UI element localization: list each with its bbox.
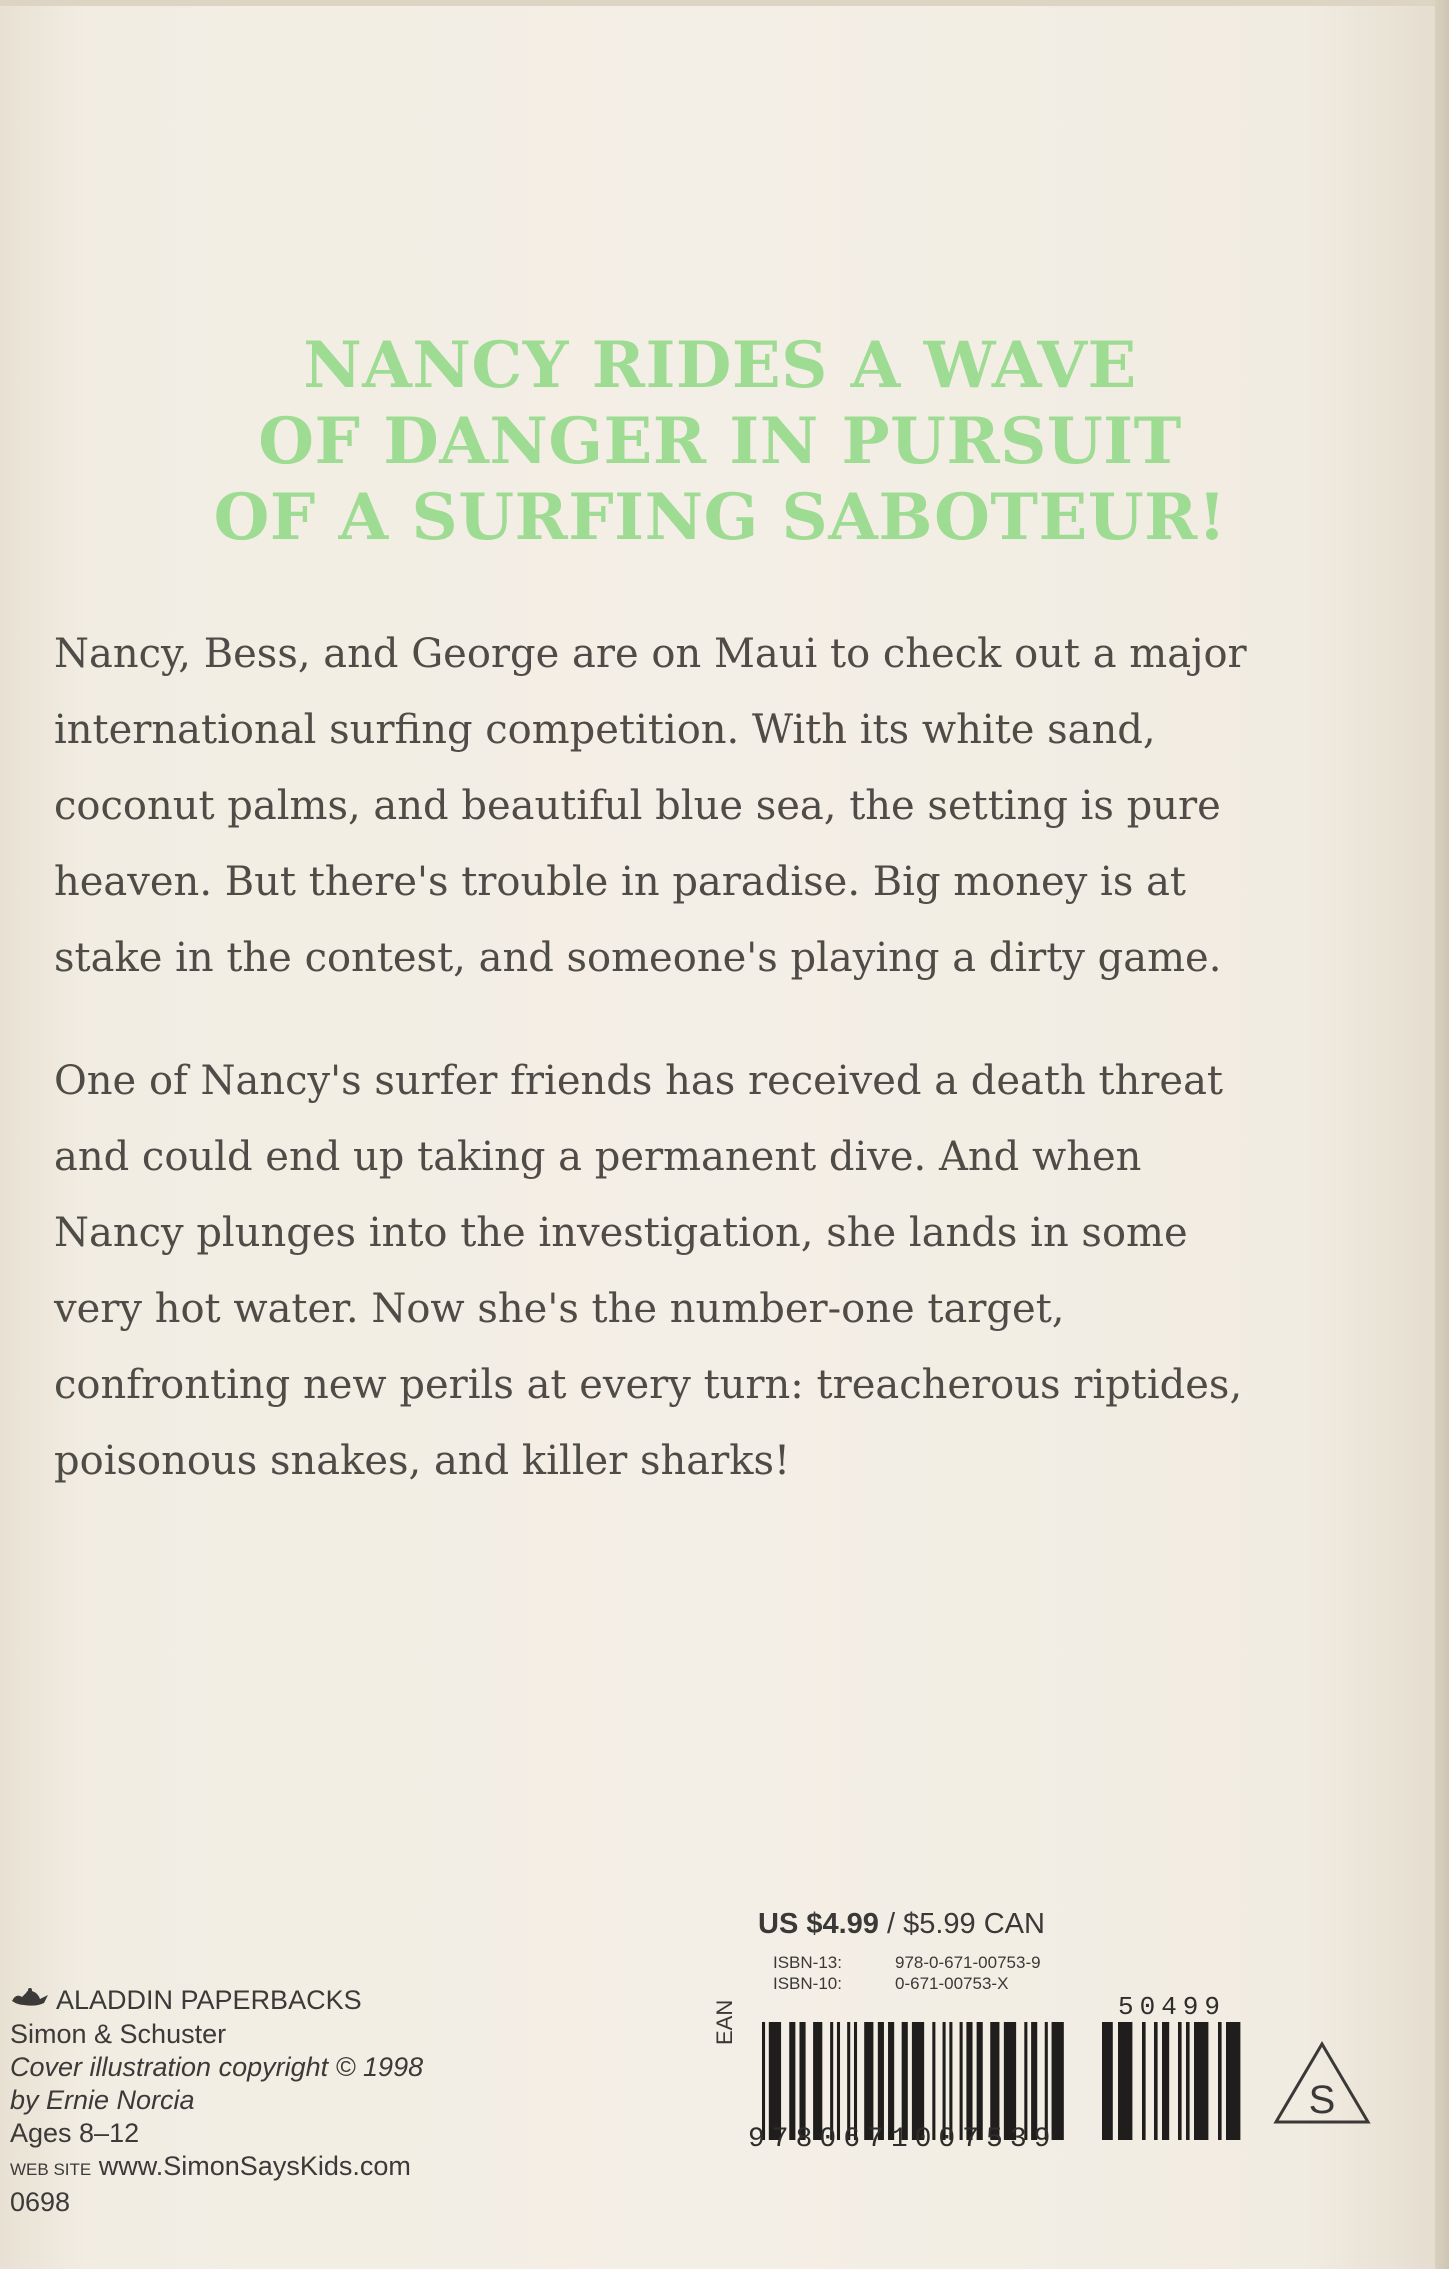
cover-spine-edge — [1435, 0, 1449, 2269]
website-url[interactable]: www.SimonSaysKids.com — [98, 2151, 411, 2181]
barcode-bar — [902, 2022, 908, 2140]
price-addon-digits: 50499 — [1118, 1992, 1227, 2022]
barcode-bar — [830, 2022, 833, 2140]
blurb-line: international surfing competition. With its white sand, — [54, 707, 1156, 753]
price-separator: / — [878, 1908, 904, 1940]
barcode-bar — [912, 2022, 924, 2140]
price-can: $5.99 CAN — [903, 1908, 1045, 1940]
barcode-bar — [943, 2022, 946, 2140]
triangle-s-mark — [1272, 2040, 1372, 2126]
ean-label: EAN — [712, 1999, 737, 2045]
barcode-bar — [1102, 2022, 1113, 2140]
barcode-bar — [1218, 2022, 1222, 2140]
barcode-bar — [1154, 2022, 1158, 2140]
triangle-letter: S — [1308, 2078, 1336, 2122]
blurb-line: stake in the contest, and someone's playing a dirty game. — [54, 935, 1222, 981]
isbn-13-label: ISBN-13: — [773, 1953, 842, 1972]
blurb-paragraph-1 — [54, 616, 1304, 996]
blurb-line: Nancy plunges into the investigation, she lands in some — [54, 1210, 1188, 1256]
publisher-imprint — [10, 1984, 530, 2219]
blurb-line: Nancy, Bess, and George are on Maui to check out a major — [54, 631, 1247, 677]
barcode-bar — [854, 2022, 857, 2140]
isbn-13-value: 978-0-671-00753-9 — [895, 1953, 1041, 1972]
barcode-bar — [977, 2022, 983, 2140]
barcode-bar — [1142, 2022, 1146, 2140]
headline-line-3: OF A SURFING SABOTEUR! — [213, 480, 1227, 555]
ean-barcode-digits: 9780671007539 — [748, 2124, 1058, 2155]
website-line — [10, 2150, 530, 2186]
publisher-line — [10, 1984, 530, 2018]
blurb-line: coconut palms, and beautiful blue sea, the setting is pure — [54, 783, 1221, 829]
print-code: 0698 — [10, 2187, 71, 2217]
barcode-bar — [1004, 2022, 1016, 2140]
barcode-bar — [1226, 2022, 1240, 2140]
barcode-bar — [949, 2022, 952, 2140]
price-line — [758, 1908, 1045, 1941]
headline-line-2: OF DANGER IN PURSUIT — [258, 404, 1182, 479]
age-range: Ages 8–12 — [10, 2118, 140, 2148]
publisher-name: ALADDIN PAPERBACKS — [56, 1985, 362, 2015]
price-us: US $4.99 — [758, 1908, 879, 1940]
website-label: WEB SITE — [10, 2160, 92, 2179]
blurb-line: One of Nancy's surfer friends has received a death threat — [54, 1058, 1224, 1104]
headline-line-1: NANCY RIDES A WAVE — [303, 328, 1137, 403]
blurb-paragraph-2 — [54, 1043, 1304, 1499]
parent-company: Simon & Schuster — [10, 2019, 227, 2049]
barcode-bar — [1052, 2022, 1064, 2140]
ean-barcode — [762, 2022, 1072, 2140]
blurb-line: very hot water. Now she's the number-one target, — [54, 1286, 1065, 1332]
blurb-line: and could end up taking a permanent dive. And when — [54, 1134, 1142, 1180]
genie-lamp-icon — [10, 1985, 50, 2018]
isbn-10-value: 0-671-00753-X — [895, 1974, 1009, 1993]
barcode-bar — [878, 2022, 884, 2140]
illustrator-credit: by Ernie Norcia — [10, 2085, 195, 2115]
barcode-bar — [1118, 2022, 1132, 2140]
barcode-bar — [960, 2022, 963, 2140]
barcode-bar — [888, 2022, 894, 2140]
barcode-bar — [1178, 2022, 1182, 2140]
headline — [150, 328, 1290, 556]
barcode-bar — [966, 2022, 972, 2140]
barcode-bar — [864, 2022, 873, 2140]
barcode-bar — [1045, 2022, 1048, 2140]
barcode-bar — [799, 2022, 805, 2140]
isbn-10 — [773, 1974, 1009, 1994]
blurb-line: confronting new perils at every turn: treacherous riptides, — [54, 1362, 1243, 1408]
barcode-bar — [1024, 2022, 1027, 2140]
barcode-bar — [1162, 2022, 1169, 2140]
barcode-bar — [813, 2022, 822, 2140]
cover-credit: Cover illustration copyright © 1998 — [10, 2052, 424, 2082]
barcode-bar — [1031, 2022, 1037, 2140]
barcode-bar — [769, 2022, 781, 2140]
isbn-10-label: ISBN-10: — [773, 1974, 842, 1993]
barcode-bar — [789, 2022, 795, 2140]
barcode-bar — [990, 2022, 999, 2140]
blurb-line: poisonous snakes, and killer sharks! — [54, 1438, 791, 1484]
blurb-line: heaven. But there's trouble in paradise. Big money is at — [54, 859, 1186, 905]
price-addon-barcode — [1102, 2022, 1250, 2140]
barcode-bar — [837, 2022, 840, 2140]
barcode-bar — [762, 2022, 765, 2140]
barcode-bar — [932, 2022, 935, 2140]
barcode-bar — [1186, 2022, 1190, 2140]
cover-top-edge — [0, 0, 1449, 6]
isbn-13 — [773, 1953, 1041, 1973]
barcode-bar — [847, 2022, 850, 2140]
barcode-bar — [1194, 2022, 1208, 2140]
